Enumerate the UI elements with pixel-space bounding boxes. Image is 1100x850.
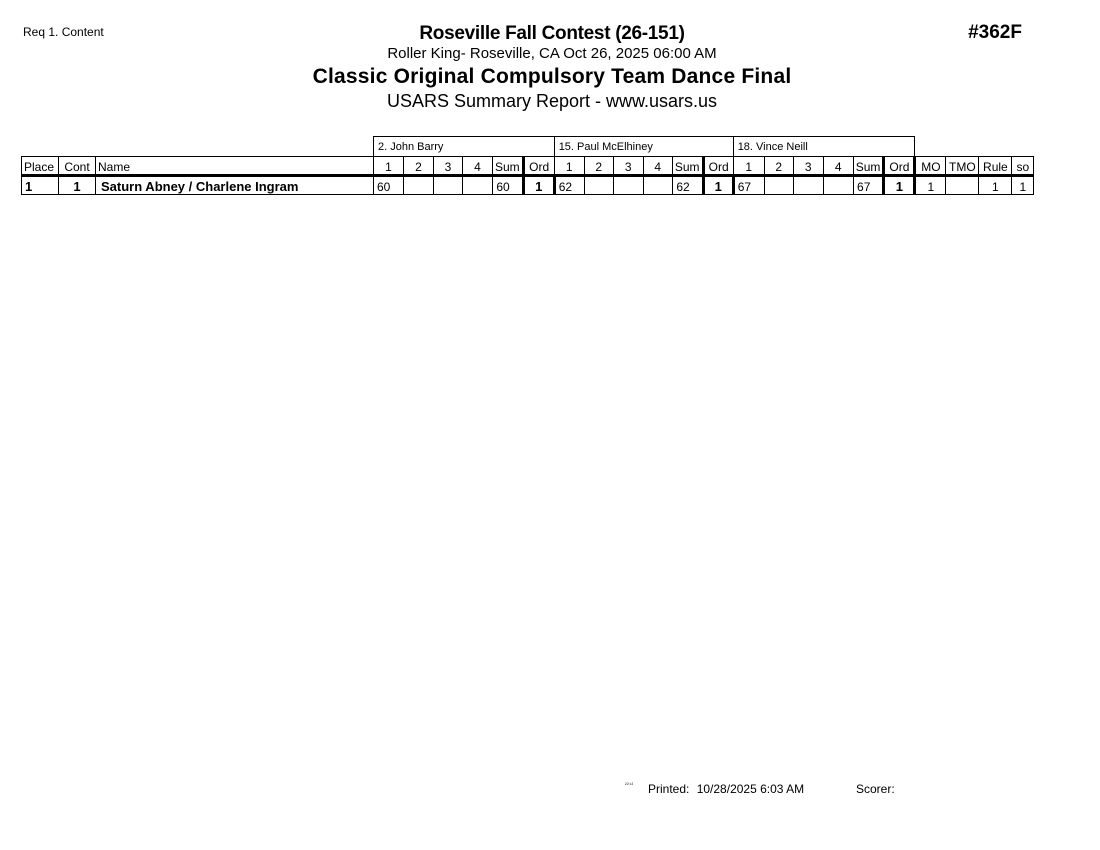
event-title: Classic Original Compulsory Team Dance Final xyxy=(312,65,792,88)
mark-cell xyxy=(584,176,613,195)
mark-cell: 60 xyxy=(374,176,404,195)
column-header-row xyxy=(22,157,1034,176)
judge-name: 18. Vince Neill xyxy=(733,137,915,157)
skater-name-cell: Saturn Abney / Charlene Ingram xyxy=(96,176,374,195)
col-mark-2: 2 xyxy=(584,157,613,176)
col-sum: Sum xyxy=(853,157,884,176)
mo-cell: 1 xyxy=(915,176,946,195)
mark-cell xyxy=(764,176,793,195)
col-mark-4: 4 xyxy=(823,157,853,176)
col-mark-3: 3 xyxy=(434,157,463,176)
report-subtitle: USARS Summary Report - www.usars.us xyxy=(386,91,718,111)
col-ord: Ord xyxy=(884,157,915,176)
rule-cell: 1 xyxy=(979,176,1012,195)
results-table xyxy=(21,136,1034,195)
col-sum: Sum xyxy=(672,157,703,176)
mark-cell: 62 xyxy=(554,176,584,195)
judges-row xyxy=(22,137,1034,157)
request-label: Req 1. Content xyxy=(23,25,104,39)
event-code: #362F xyxy=(968,22,1022,43)
mark-cell xyxy=(613,176,643,195)
col-mark-2: 2 xyxy=(404,157,434,176)
mark-cell xyxy=(643,176,672,195)
col-name: Name xyxy=(96,157,374,176)
sum-cell: 67 xyxy=(853,176,884,195)
col-tmo: TMO xyxy=(946,157,979,176)
venue-date: Roller King- Roseville, CA Oct 26, 2025 06:00 AM xyxy=(387,45,717,62)
mark-cell: 67 xyxy=(733,176,764,195)
col-mark-1: 1 xyxy=(374,157,404,176)
so-cell: 1 xyxy=(1012,176,1034,195)
printed-timestamp xyxy=(648,782,808,796)
judge-name: 2. John Barry xyxy=(374,137,555,157)
col-so: so xyxy=(1012,157,1034,176)
col-mark-4: 4 xyxy=(463,157,493,176)
ord-cell: 1 xyxy=(884,176,915,195)
col-rule: Rule xyxy=(979,157,1012,176)
col-mark-2: 2 xyxy=(764,157,793,176)
mark-cell xyxy=(434,176,463,195)
table-row xyxy=(22,176,1034,195)
col-mark-4: 4 xyxy=(643,157,672,176)
col-mo: MO xyxy=(915,157,946,176)
printed-label: Printed: xyxy=(648,782,690,796)
sum-cell: 62 xyxy=(672,176,703,195)
col-ord: Ord xyxy=(703,157,733,176)
report-header xyxy=(270,23,834,112)
col-cont: Cont xyxy=(59,157,96,176)
mark-cell xyxy=(463,176,493,195)
col-mark-3: 3 xyxy=(793,157,823,176)
col-place: Place xyxy=(22,157,59,176)
scorer-label: Scorer: xyxy=(856,782,895,796)
place-cell: 1 xyxy=(22,176,59,195)
contest-title: Roseville Fall Contest (26-151) xyxy=(419,23,685,44)
sum-cell: 60 xyxy=(493,176,524,195)
cont-cell: 1 xyxy=(59,176,96,195)
judge-name: 15. Paul McElhiney xyxy=(554,137,733,157)
col-ord: Ord xyxy=(523,157,554,176)
ord-cell: 1 xyxy=(703,176,733,195)
col-mark-1: 1 xyxy=(733,157,764,176)
col-mark-1: 1 xyxy=(554,157,584,176)
ord-cell: 1 xyxy=(523,176,554,195)
tmo-cell xyxy=(946,176,979,195)
col-sum: Sum xyxy=(493,157,524,176)
printed-value: 10/28/2025 6:03 AM xyxy=(696,782,805,796)
footer-note: ²²¹² xyxy=(625,782,634,788)
mark-cell xyxy=(404,176,434,195)
col-mark-3: 3 xyxy=(613,157,643,176)
mark-cell xyxy=(793,176,823,195)
mark-cell xyxy=(823,176,853,195)
